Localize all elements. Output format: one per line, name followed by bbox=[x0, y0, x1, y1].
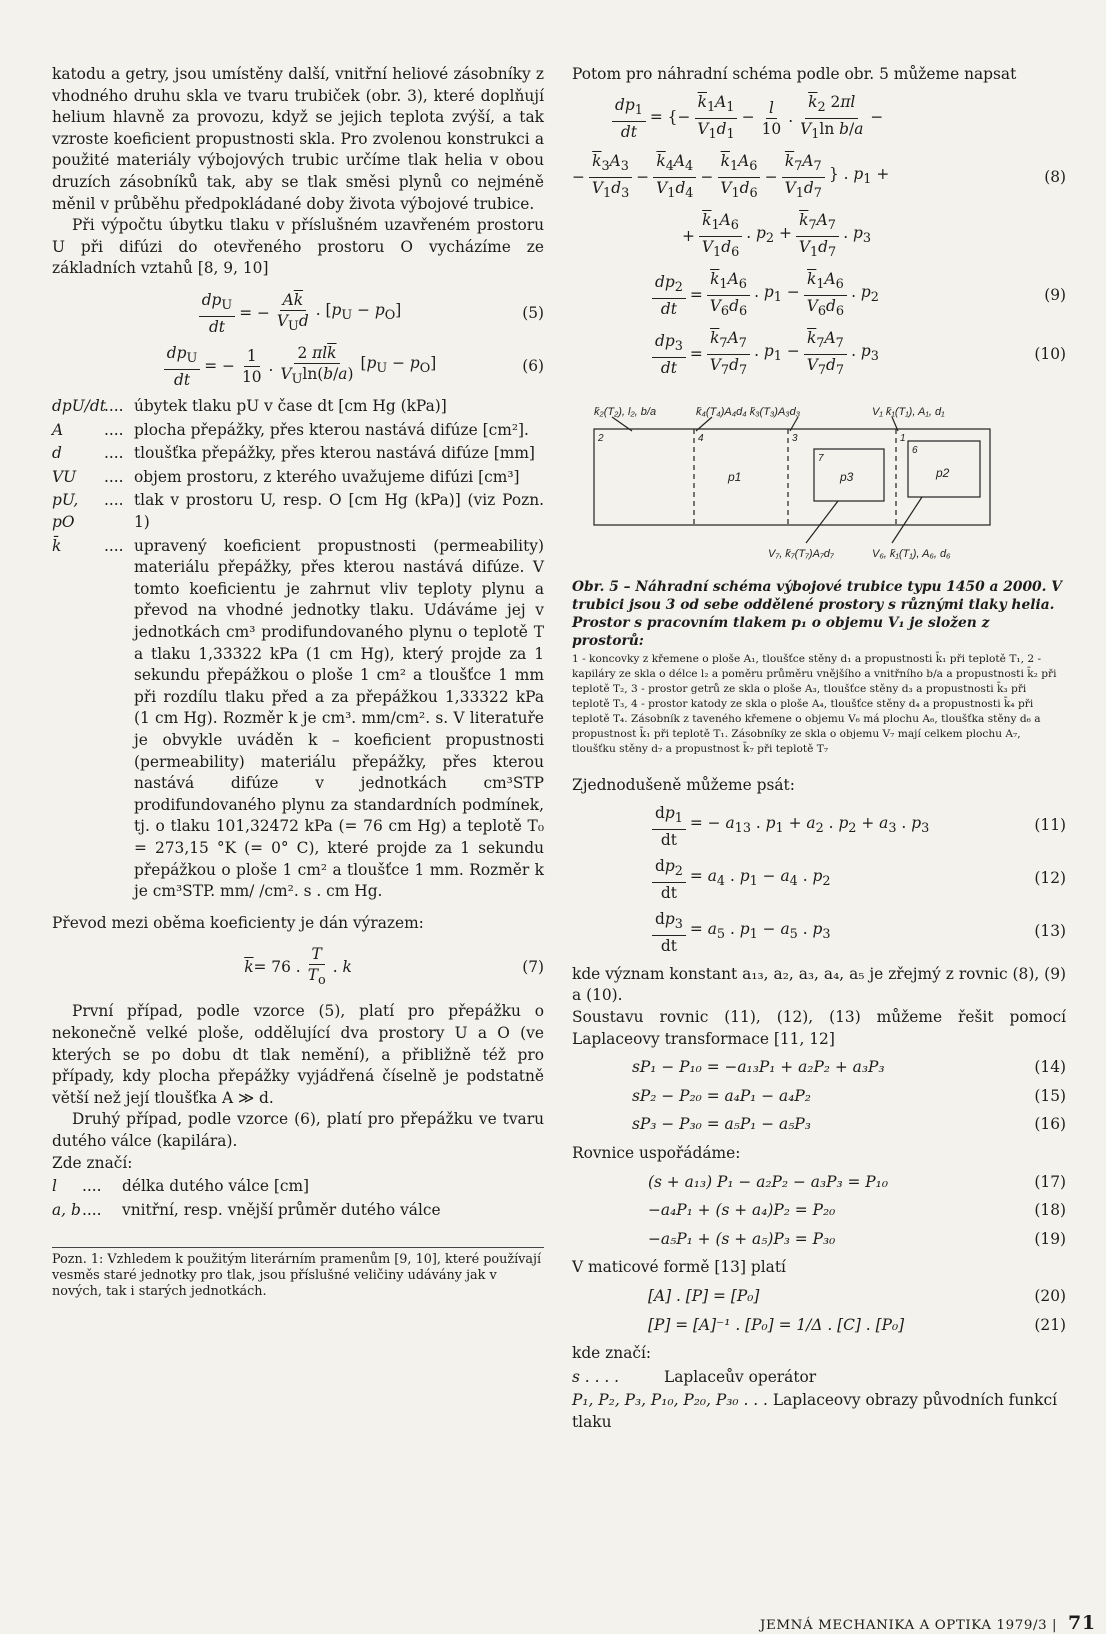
equation-5: $\frac{dp_U}{dt}$ = − $\frac{A\overline{k}}{V_Ud}$ . $[p_U - p_O]$ (5) bbox=[52, 290, 544, 337]
equation-8-line3: + $\frac{\overline{k}_1A_6}{V_1d_6}$ . $p_2$ + $\frac{\overline{k}_7A_7}{V_1d_7}$ . $p_3$ bbox=[682, 210, 872, 261]
page-footer: JEMNÁ MECHANIKA A OPTIKA 1979/3 | 71 bbox=[760, 1612, 1096, 1634]
paragraph: Soustavu rovnic (11), (12), (13) můžeme řešit pomocí Laplaceovy transformace [11, 12] bbox=[572, 1007, 1066, 1048]
equation-row: (s + a₁₃) P₁ − a₂P₂ − a₃P₃ = P₁₀ (17) bbox=[648, 1172, 1066, 1191]
equation-13: $\frac{dp_3}{dt}$ = $a_5$ . $p_1 - a_5$ . $p_3$ (13) bbox=[648, 909, 1066, 956]
equation-8-line2: − $\frac{\overline{k}_3A_3}{V_1d_3}$ − $\frac{\overline{k}_4A_4}{V_1d_4}$ − $\frac{\overline{k}_1A_6}{V_1d_6}$ − $\frac{\overline{k}_7A_7}{V_1d_7}$ } . $p_1$ + (8) bbox=[572, 151, 1066, 201]
region-num: 1 bbox=[900, 433, 906, 445]
page-number: 71 bbox=[1068, 1612, 1096, 1634]
glossary-item: l .... délka dutého válce [cm] bbox=[52, 1177, 310, 1196]
paragraph: První případ, podle vzorce (5), platí pro přepážku o nekonečně velké ploše, oddělující dva prostory U a O (ve kterých se po dobu dt tlak nemění), a přibližně též pro případy, kdy plocha přepážky vyjádřená číselně je podstatně větší než její tloušťka A ≫ d. bbox=[52, 1002, 544, 1107]
glossary-item: VU .... objem prostoru, z kterého uvažujeme difúzi [cm³] bbox=[52, 467, 520, 486]
paragraph: Zjednodušeně můžeme psát: bbox=[572, 775, 795, 794]
equation-row: [P] = [A]⁻¹ . [P₀] = 1/Δ . [C] . [P₀] (21) bbox=[648, 1315, 1066, 1334]
right-column bbox=[572, 64, 1066, 1433]
glossary-item: P₁, P₂, P₃, P₁₀, P₂₀, P₃₀ . . . Laplaceovy obrazy původních funkcí tlaku bbox=[572, 1391, 1058, 1431]
equation-number: (13) bbox=[1034, 922, 1066, 941]
equation-row: −a₅P₁ + (s + a₅)P₃ = P₃₀ (19) bbox=[648, 1229, 1066, 1248]
paragraph: Potom pro náhradní schéma podle obr. 5 můžeme napsat bbox=[572, 65, 1017, 83]
region-num: 2 bbox=[598, 433, 604, 445]
equations-arranged bbox=[572, 1172, 1066, 1251]
box-label: p2 bbox=[936, 466, 950, 481]
figure-label: V₆, k̄₁(T₁), A₆, d₆ bbox=[872, 548, 951, 561]
region-num: 3 bbox=[792, 433, 798, 445]
equation-9: $\frac{dp_2}{dt}$ = $\frac{\overline{k}_1A_6}{V_6d_6}$ . $p_1$ − $\frac{\overline{k}_1A_6}{V_6d_6}$ . $p_2$ (9) bbox=[648, 269, 1066, 322]
equation-10: $\frac{dp_3}{dt}$ = $\frac{\overline{k}_7A_7}{V_7d_7}$ . $p_1$ − $\frac{\overline{k}_7A_7}{V_7d_7}$ . $p_3$ (10) bbox=[648, 328, 1066, 381]
journal-name: JEMNÁ MECHANIKA A OPTIKA 1979/3 bbox=[760, 1618, 1048, 1633]
equations-matrix bbox=[572, 1286, 1066, 1336]
equation-number: (7) bbox=[522, 958, 544, 977]
equations-laplace bbox=[572, 1057, 1066, 1136]
equation-11: $\frac{dp_1}{dt}$ = − $a_{13}$ . $p_1 + a_2$ . $p_2 + a_3$ . $p_3$ (11) bbox=[648, 803, 1066, 850]
equation-number: (8) bbox=[1044, 167, 1066, 186]
glossary-item: s . . . . Laplaceův operátor bbox=[572, 1367, 817, 1386]
paragraph: Zde značí: bbox=[52, 1153, 133, 1172]
glossary-item: k̄ .... upravený koeficient propustnosti (permeability) materiálu přepážky, přes kterou nastává difúze. V tomto koeficientu je zahrnut vliv teploty plynu a převod na vhodné jednotky tlaku. Udáváme jej v jednotkách cm³ prodifundovaného plynu o teplotě T a tlaku 1,33322 kPa (1 cm Hg), který projde za 1 sekundu přepážkou o ploše 1 cm² a tloušťce 1 mm při rozdílu tlaku před a za přepážkou 1,33322 kPa (1 cm Hg). Rozměr k je cm³. mm/cm². s. V literatuře je obvykle uváděn k – koeficient propustnosti (permeability) materiálu přepážky, přes kterou nastává difúze v jednotkách cm³STP prodifundovaného plynu za standardních podmínek, tj. o tlaku 101,32472 kPa (= 76 cm Hg) a teplotě T₀ = 273,15 °K (= 0° C), které projde za 1 sekundu přepážkou o ploše 1 cm² a tloušťce 1 mm. Rozměr k je cm³STP. mm/ /cm². s . cm Hg. bbox=[52, 536, 544, 901]
glossary bbox=[52, 396, 544, 903]
paragraph: katodu a getry, jsou umístěny další, vnitřní heliové zásobníky z vhodného druhu skla ve tvaru trubiček (obr. 3), které doplňují helium hlavně za provozu, když se jejich teplota zvýší, a tak vzroste koeficient propustnosti skla. Pro zvolenou konstrukci a použité materiály výbojových trubic určíme tlak helia v obou druzích zásobníků tak, aby se tlak směsi plynů co nejméně měnil v průběhu předpokládané doby života výbojové trubice. bbox=[52, 65, 544, 213]
paragraph: kde význam konstant a₁₃, a₂, a₃, a₄, a₅ je zřejmý z rovnic (8), (9) a (10). bbox=[572, 964, 1066, 1005]
figure-caption: Obr. 5 – Náhradní schéma výbojové trubice typu 1450 a 2000. V trubici jsou 3 od sebe oddělené prostory s různými tlaky helia. Prostor s pracovním tlakem p₁ o objemu V₁ je složen z prostorů: bbox=[572, 578, 1062, 649]
equation-row: sP₂ − P₂₀ = a₄P₁ − a₄P₂ (15) bbox=[632, 1086, 1066, 1105]
region-num: 6 bbox=[912, 445, 918, 457]
glossary-item: a, b .... vnitřní, resp. vnější průměr dutého válce bbox=[52, 1200, 441, 1219]
equation-number: (12) bbox=[1034, 869, 1066, 888]
glossary-item: dpU/dt .... úbytek tlaku pU v čase dt [cm Hg (kPa)] bbox=[52, 397, 447, 416]
equation-row: sP₁ − P₁₀ = −a₁₃P₁ + a₂P₂ + a₃P₃ (14) bbox=[632, 1058, 1066, 1077]
equation-7: $\overline{k}$ = 76 . $\frac{T}{T_o}$ . k (7) bbox=[244, 945, 544, 989]
equation-number: (5) bbox=[522, 303, 544, 322]
left-column bbox=[52, 64, 544, 1300]
equation-number: (9) bbox=[1044, 285, 1066, 304]
box-label: p3 bbox=[840, 470, 854, 485]
paragraph: Převod mezi oběma koeficienty je dán výrazem: bbox=[52, 913, 424, 932]
paragraph: kde značí: bbox=[572, 1344, 652, 1363]
paragraph: Při výpočtu úbytku tlaku v příslušném uzavřeném prostoru U při difúzi do otevřeného prostoru O vycházíme ze základních vztahů [8, 9, 10] bbox=[52, 216, 544, 278]
equation-12: $\frac{dp_2}{dt}$ = $a_4$ . $p_1 - a_4$ . $p_2$ (12) bbox=[648, 856, 1066, 903]
figure-label: V₇, k̄₇(T₇)A₇d₇ bbox=[768, 548, 834, 561]
glossary-item: A .... plocha přepážky, přes kterou nastává difúze [cm²]. bbox=[52, 420, 529, 439]
figure-legend: 1 - koncovky z křemene o ploše A₁, tloušťce stěny d₁ a propustnosti k̄₁ při teplotě T₁, 2 - kapiláry ze skla o délce l₂ a poměru průměru vnějšího a vnitřního b/a a propustnosti k̄₂ při teplotě T₂, 3 - prostor getrů ze skla o ploše A₃, tloušťce stěny d₃ a propustnosti k̄₃ při teplotě T₃, 4 - prostor katody ze skla o ploše A₄, tloušťce stěny d₄ a propustnosti k̄₄ při teplotě T₄. Zásobník z taveného křemene o objemu V₆ má plochu A₆, tloušťka stěny d₆ a propustnost k̄₁ při teplotě T₁. Zásobníky ze skla o objemu V₇ mají celkem plochu A₇, tloušťku stěny d₇ a propustnost k̄₇ při teplotě T₇ bbox=[572, 652, 1057, 755]
glossary-item: d .... tloušťka přepážky, přes kterou nastává difúze [mm] bbox=[52, 444, 535, 463]
equation-row: −a₄P₁ + (s + a₄)P₂ = P₂₀ (18) bbox=[648, 1201, 1066, 1220]
figure-label: k̄₂(T₂), l₂, b/a bbox=[594, 406, 657, 419]
paragraph: Rovnice uspořádáme: bbox=[572, 1143, 741, 1162]
box-label: p1 bbox=[728, 470, 742, 485]
glossary-item: pU, pO .... tlak v prostoru U, resp. O [cm Hg (kPa)] (viz Pozn. 1) bbox=[52, 491, 544, 532]
footnote: Pozn. 1: Vzhledem k použitým literárním pramenům [9, 10], které používají vesměs staré jednotky pro tlak, jsou příslušné veličiny udávány jak v nových, tak i starých jednotkách. bbox=[52, 1247, 544, 1300]
region-num: 4 bbox=[698, 433, 704, 445]
paragraph: V maticové formě [13] platí bbox=[572, 1258, 786, 1277]
equation-number: (10) bbox=[1034, 345, 1066, 363]
equation-8: $\frac{dp_1}{dt}$ = {− $\frac{\overline{k}_1A_1}{V_1d_1}$ − $\frac{l}{10}$ . $\frac{\overline{k}_2 2\pi l}{V_1\ln b/a}$ − bbox=[608, 92, 1066, 145]
equation-number: (6) bbox=[522, 356, 544, 375]
equation-number: (11) bbox=[1034, 816, 1066, 835]
paragraph: Druhý případ, podle vzorce (6), platí pro přepážku ve tvaru dutého válce (kapilára). bbox=[52, 1110, 544, 1150]
figure-5-diagram bbox=[592, 401, 1032, 561]
equation-row: [A] . [P] = [P₀] (20) bbox=[648, 1286, 1066, 1305]
region-num: 7 bbox=[818, 453, 824, 465]
equation-row: sP₃ − P₃₀ = a₅P₁ − a₅P₃ (16) bbox=[632, 1115, 1066, 1134]
equation-6: $\frac{dp_U}{dt}$ = − $\frac{1}{10}$ . $\frac{2 \pi l\overline{k}}{V_U\ln(b/a)}$ $[p_U - p_O]$ (6) bbox=[52, 343, 544, 390]
figure-label: V₁ k̄₁(T₁), A₁, d₁ bbox=[872, 406, 945, 419]
figure-label: k̄₄(T₄)A₄d₄ k̄₃(T₃)A₃d₃ bbox=[696, 406, 801, 419]
